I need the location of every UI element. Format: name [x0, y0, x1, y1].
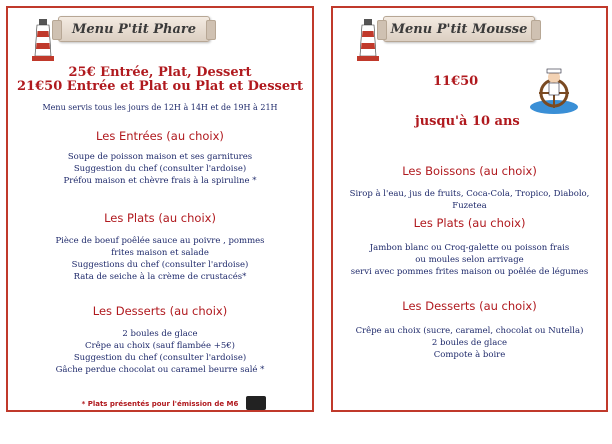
plats-heading: Les Plats (au choix): [104, 211, 216, 225]
plats-heading: Les Plats (au choix): [413, 216, 526, 230]
entrees-list: [8, 151, 312, 187]
list-item: Soupe de poisson maison et ses garnitures: [67, 152, 253, 162]
list-item: Crêpe au choix (sauf flambée +5€): [85, 341, 235, 351]
desserts-list: [333, 325, 606, 361]
desserts-list: [8, 328, 312, 376]
sailor-child-icon: [528, 63, 580, 115]
list-item: Rata de seiche à la crème de crustacés*: [73, 272, 247, 282]
list-item: Jambon blanc ou Croq-galette ou poisson frais: [369, 243, 570, 253]
list-item: Suggestions du chef (consulter l'ardoise): [71, 260, 249, 270]
list-item: 2 boules de glace: [122, 329, 198, 339]
title-banner: [28, 16, 210, 42]
price-line-1: 25€ Entrée, Plat, Dessert: [68, 65, 252, 80]
plats-list: [333, 242, 606, 278]
menu-ptit-mousse-card: [331, 6, 608, 412]
kids-price: 11€50: [433, 74, 479, 89]
list-item: frites maison et salade: [111, 248, 209, 258]
list-item: Crêpe au choix (sucre, caramel, chocolat ou Nutella): [355, 326, 584, 336]
entrees-heading: Les Entrées (au choix): [96, 129, 224, 143]
desserts-heading: Les Desserts (au choix): [402, 299, 537, 313]
boissons-heading: Les Boissons (au choix): [402, 164, 537, 178]
list-item: Suggestion du chef (consulter l'ardoise): [73, 353, 247, 363]
list-item: Sirop à l'eau, jus de fruits, Coca-Cola, Tropico, Diabolo, Fuzetea: [349, 189, 590, 211]
list-item: Compote à boire: [433, 350, 506, 360]
list-item: ou moules selon arrivage: [415, 255, 524, 265]
list-item: Préfou maison et chèvre frais à la spiruline *: [63, 176, 257, 186]
title-scroll: [383, 16, 535, 42]
plats-list: [8, 235, 312, 283]
desserts-heading: Les Desserts (au choix): [92, 304, 228, 318]
service-hours: Menu servis tous les jours de 12H à 14H et de 19H à 21H: [42, 103, 278, 112]
list-item: Gâche perdue chocolat ou caramel beurre salé *: [55, 365, 265, 375]
menu-ptit-phare-card: [6, 6, 314, 412]
title-scroll: [58, 16, 210, 42]
menu-title: Menu P'tit Mousse: [390, 21, 528, 37]
list-item: Suggestion du chef (consulter l'ardoise): [73, 164, 247, 174]
title-banner: [353, 16, 535, 42]
age-limit: jusqu'à 10 ans: [415, 114, 520, 129]
list-item: servi avec pommes frites maison ou poêlée de légumes: [350, 267, 589, 277]
list-item: Pièce de boeuf poêlée sauce au poivre , pommes: [55, 236, 265, 246]
footnote: * Plats présentés pour l'émission de M6: [81, 400, 239, 408]
list-item: 2 boules de glace: [431, 338, 508, 348]
price-line-2: 21€50 Entrée et Plat ou Plat et Dessert: [17, 79, 303, 94]
m6-logo-icon: [246, 396, 266, 410]
menu-title: Menu P'tit Phare: [71, 21, 197, 37]
boissons-list: [333, 188, 606, 212]
